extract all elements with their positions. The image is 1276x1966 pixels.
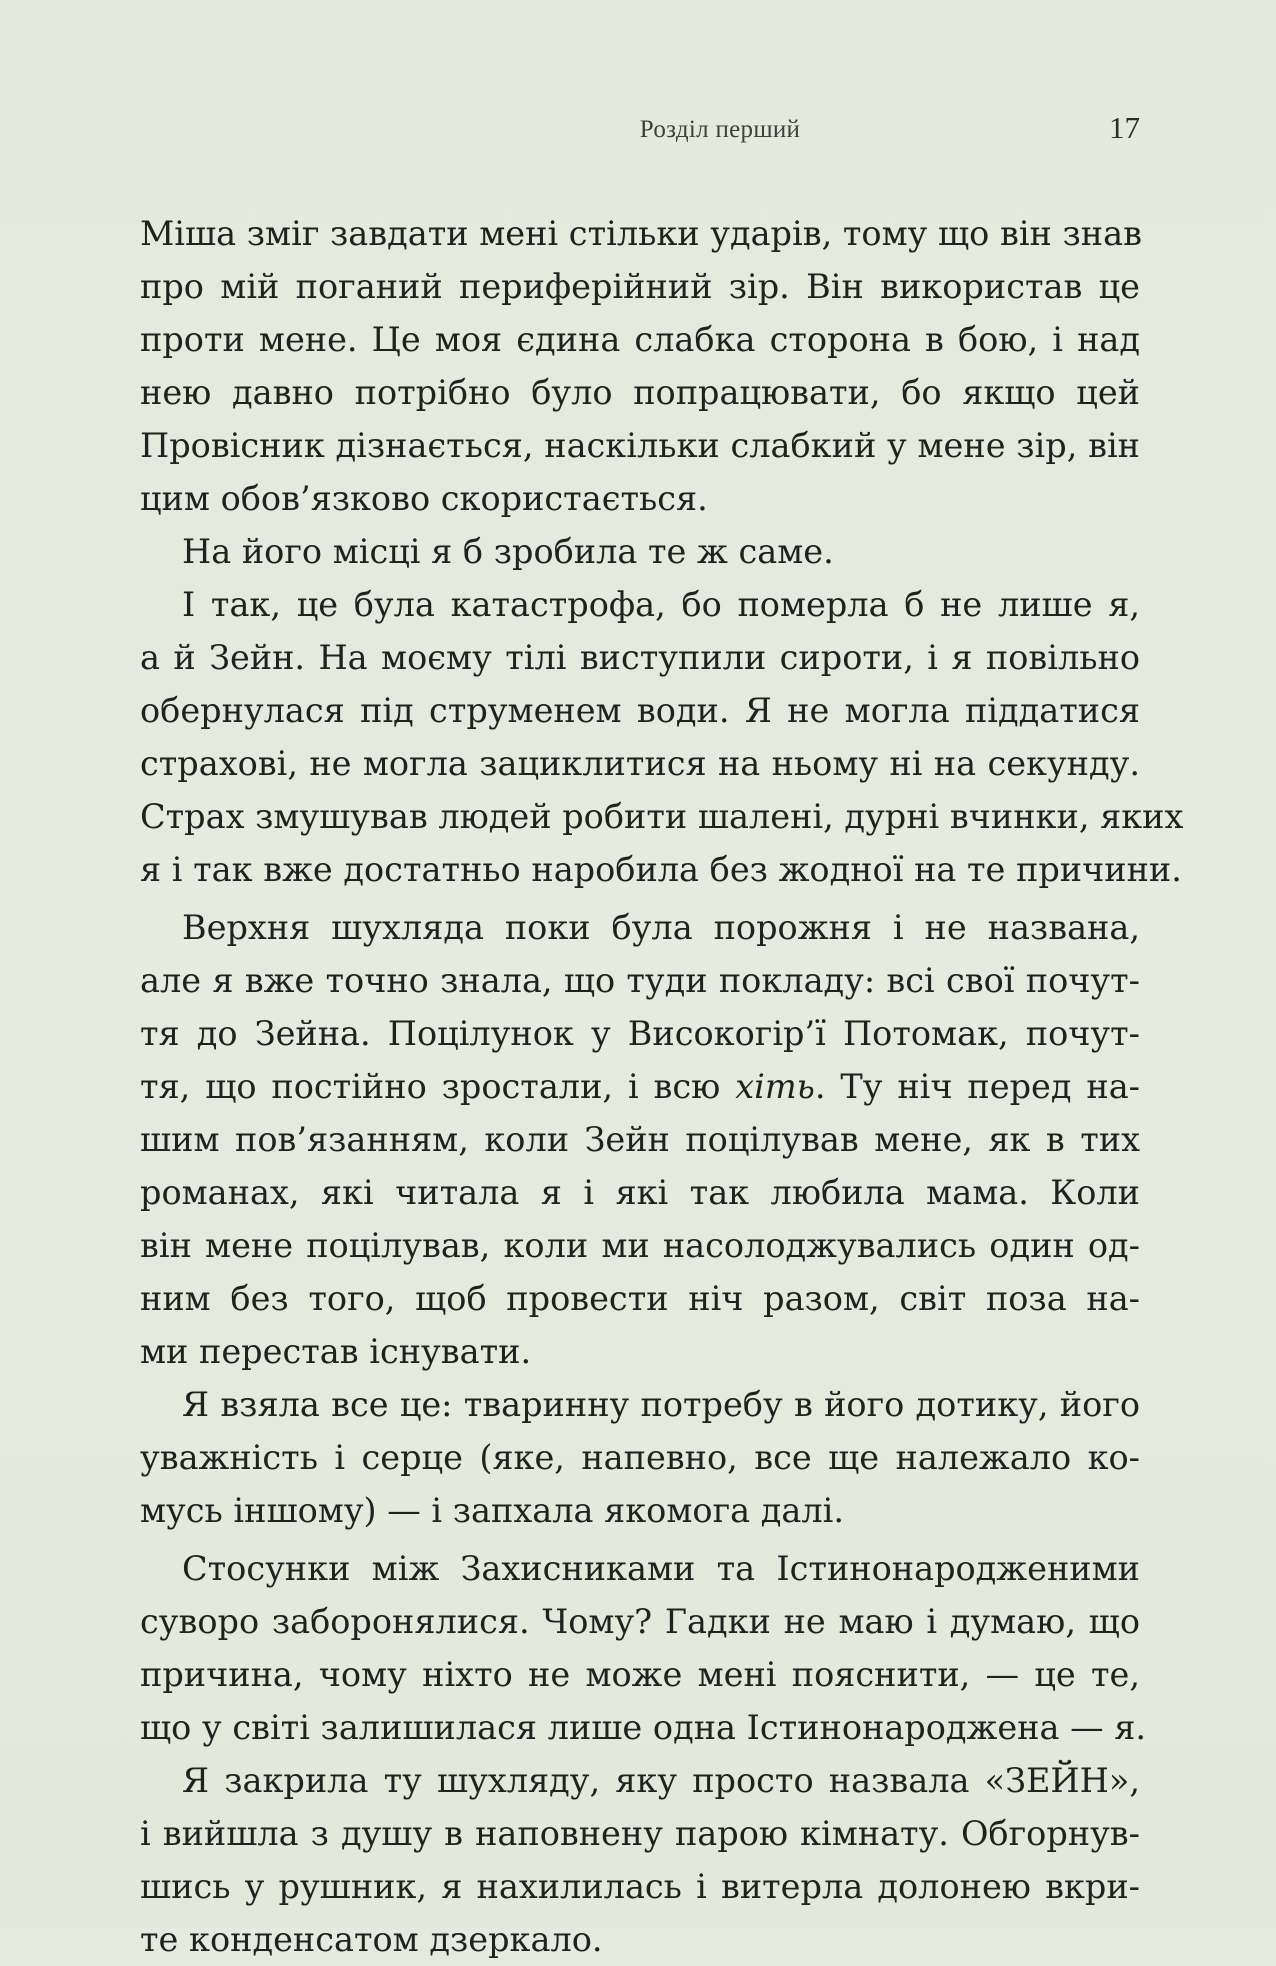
page-header [140, 110, 1140, 150]
text-fragment: . Ту ніч перед на- [814, 1067, 1140, 1106]
text-line: цим обов’язково скористається. [140, 479, 708, 518]
text-line: страхові, не могла зациклитися на ньому ні на секунду. [140, 744, 1140, 783]
text-line: проти мене. Це моя єдина слабка сторона в бою, і над [140, 320, 1140, 359]
text-line: обернулася під струменем води. Я не могла піддатися [140, 691, 1140, 730]
text-line: ним без того, щоб провести ніч разом, світ поза на- [140, 1279, 1140, 1318]
text-line: уважність і серце (яке, напевно, все ще належало ко- [140, 1438, 1140, 1477]
text-line: що у світі залишилася лише одна Істинонароджена — я. [140, 1708, 1147, 1747]
text-line: Я закрила ту шухляду, яку просто назвала «ЗЕЙН», [182, 1761, 1140, 1800]
text-line: Я взяла все це: тваринну потребу в його дотику, його [182, 1385, 1140, 1424]
text-line: І так, це була катастрофа, бо померла б не лише я, [182, 585, 1140, 624]
body-text [140, 207, 1184, 1966]
text-line: я і так вже достатньо наробила без жодної на те причини. [140, 850, 1182, 889]
text-line: На його місці я б зробила те ж саме. [182, 532, 834, 571]
text-line: шим пов’язанням, коли Зейн поцілував мене, як в тих [140, 1120, 1140, 1159]
text-line: нею давно потрібно було попрацювати, бо якщо цей [140, 373, 1140, 412]
text-line: а й Зейн. На моєму тілі виступили сироти, і я повільно [140, 638, 1140, 677]
text-line: і вийшла з душу в наповнену парою кімнату. Обгорнув- [140, 1814, 1140, 1853]
text-fragment: тя, що постійно зростали, і всю [140, 1067, 736, 1106]
text-line: але я вже точно знала, що туди покладу: всі свої почут- [140, 961, 1140, 1000]
text-line: шись у рушник, я нахилилась і витерла долонею вкри- [140, 1867, 1140, 1906]
text-line: Страх змушував людей робити шалені, дурні вчинки, яких [140, 797, 1184, 836]
page-number: 17 [1109, 110, 1140, 145]
text-line: причина, чому ніхто не може мені пояснити, — це те, [140, 1655, 1140, 1694]
text-line: про мій поганий периферійний зір. Він використав це [140, 267, 1140, 306]
text-line-with-emphasis [140, 1060, 1140, 1113]
text-line: те конденсатом дзеркало. [140, 1920, 603, 1959]
text-line: романах, які читала я і які так любила мама. Коли [140, 1173, 1140, 1212]
text-line: ми перестав існувати. [140, 1332, 532, 1371]
text-line: він мене поцілував, коли ми насолоджувались один од- [140, 1226, 1140, 1265]
text-line: мусь іншому) — і запхала якомога далі. [140, 1491, 844, 1530]
text-line: Верхня шухляда поки була порожня і не названа, [182, 908, 1140, 947]
text-line: Міша зміг завдати мені стільки ударів, тому що він знав [140, 214, 1142, 253]
text-line: Стосунки між Захисниками та Істинонародженими [182, 1549, 1140, 1588]
text-line: суворо заборонялися. Чому? Гадки не маю і думаю, що [140, 1602, 1140, 1641]
text-line: Провісник дізнається, наскільки слабкий у мене зір, він [140, 426, 1140, 465]
text-line: тя до Зейна. Поцілунок у Високогір’ї Потомак, почут- [140, 1014, 1140, 1053]
running-head: Розділ перший [639, 116, 801, 143]
emphasis-word: хіть [735, 1067, 815, 1106]
